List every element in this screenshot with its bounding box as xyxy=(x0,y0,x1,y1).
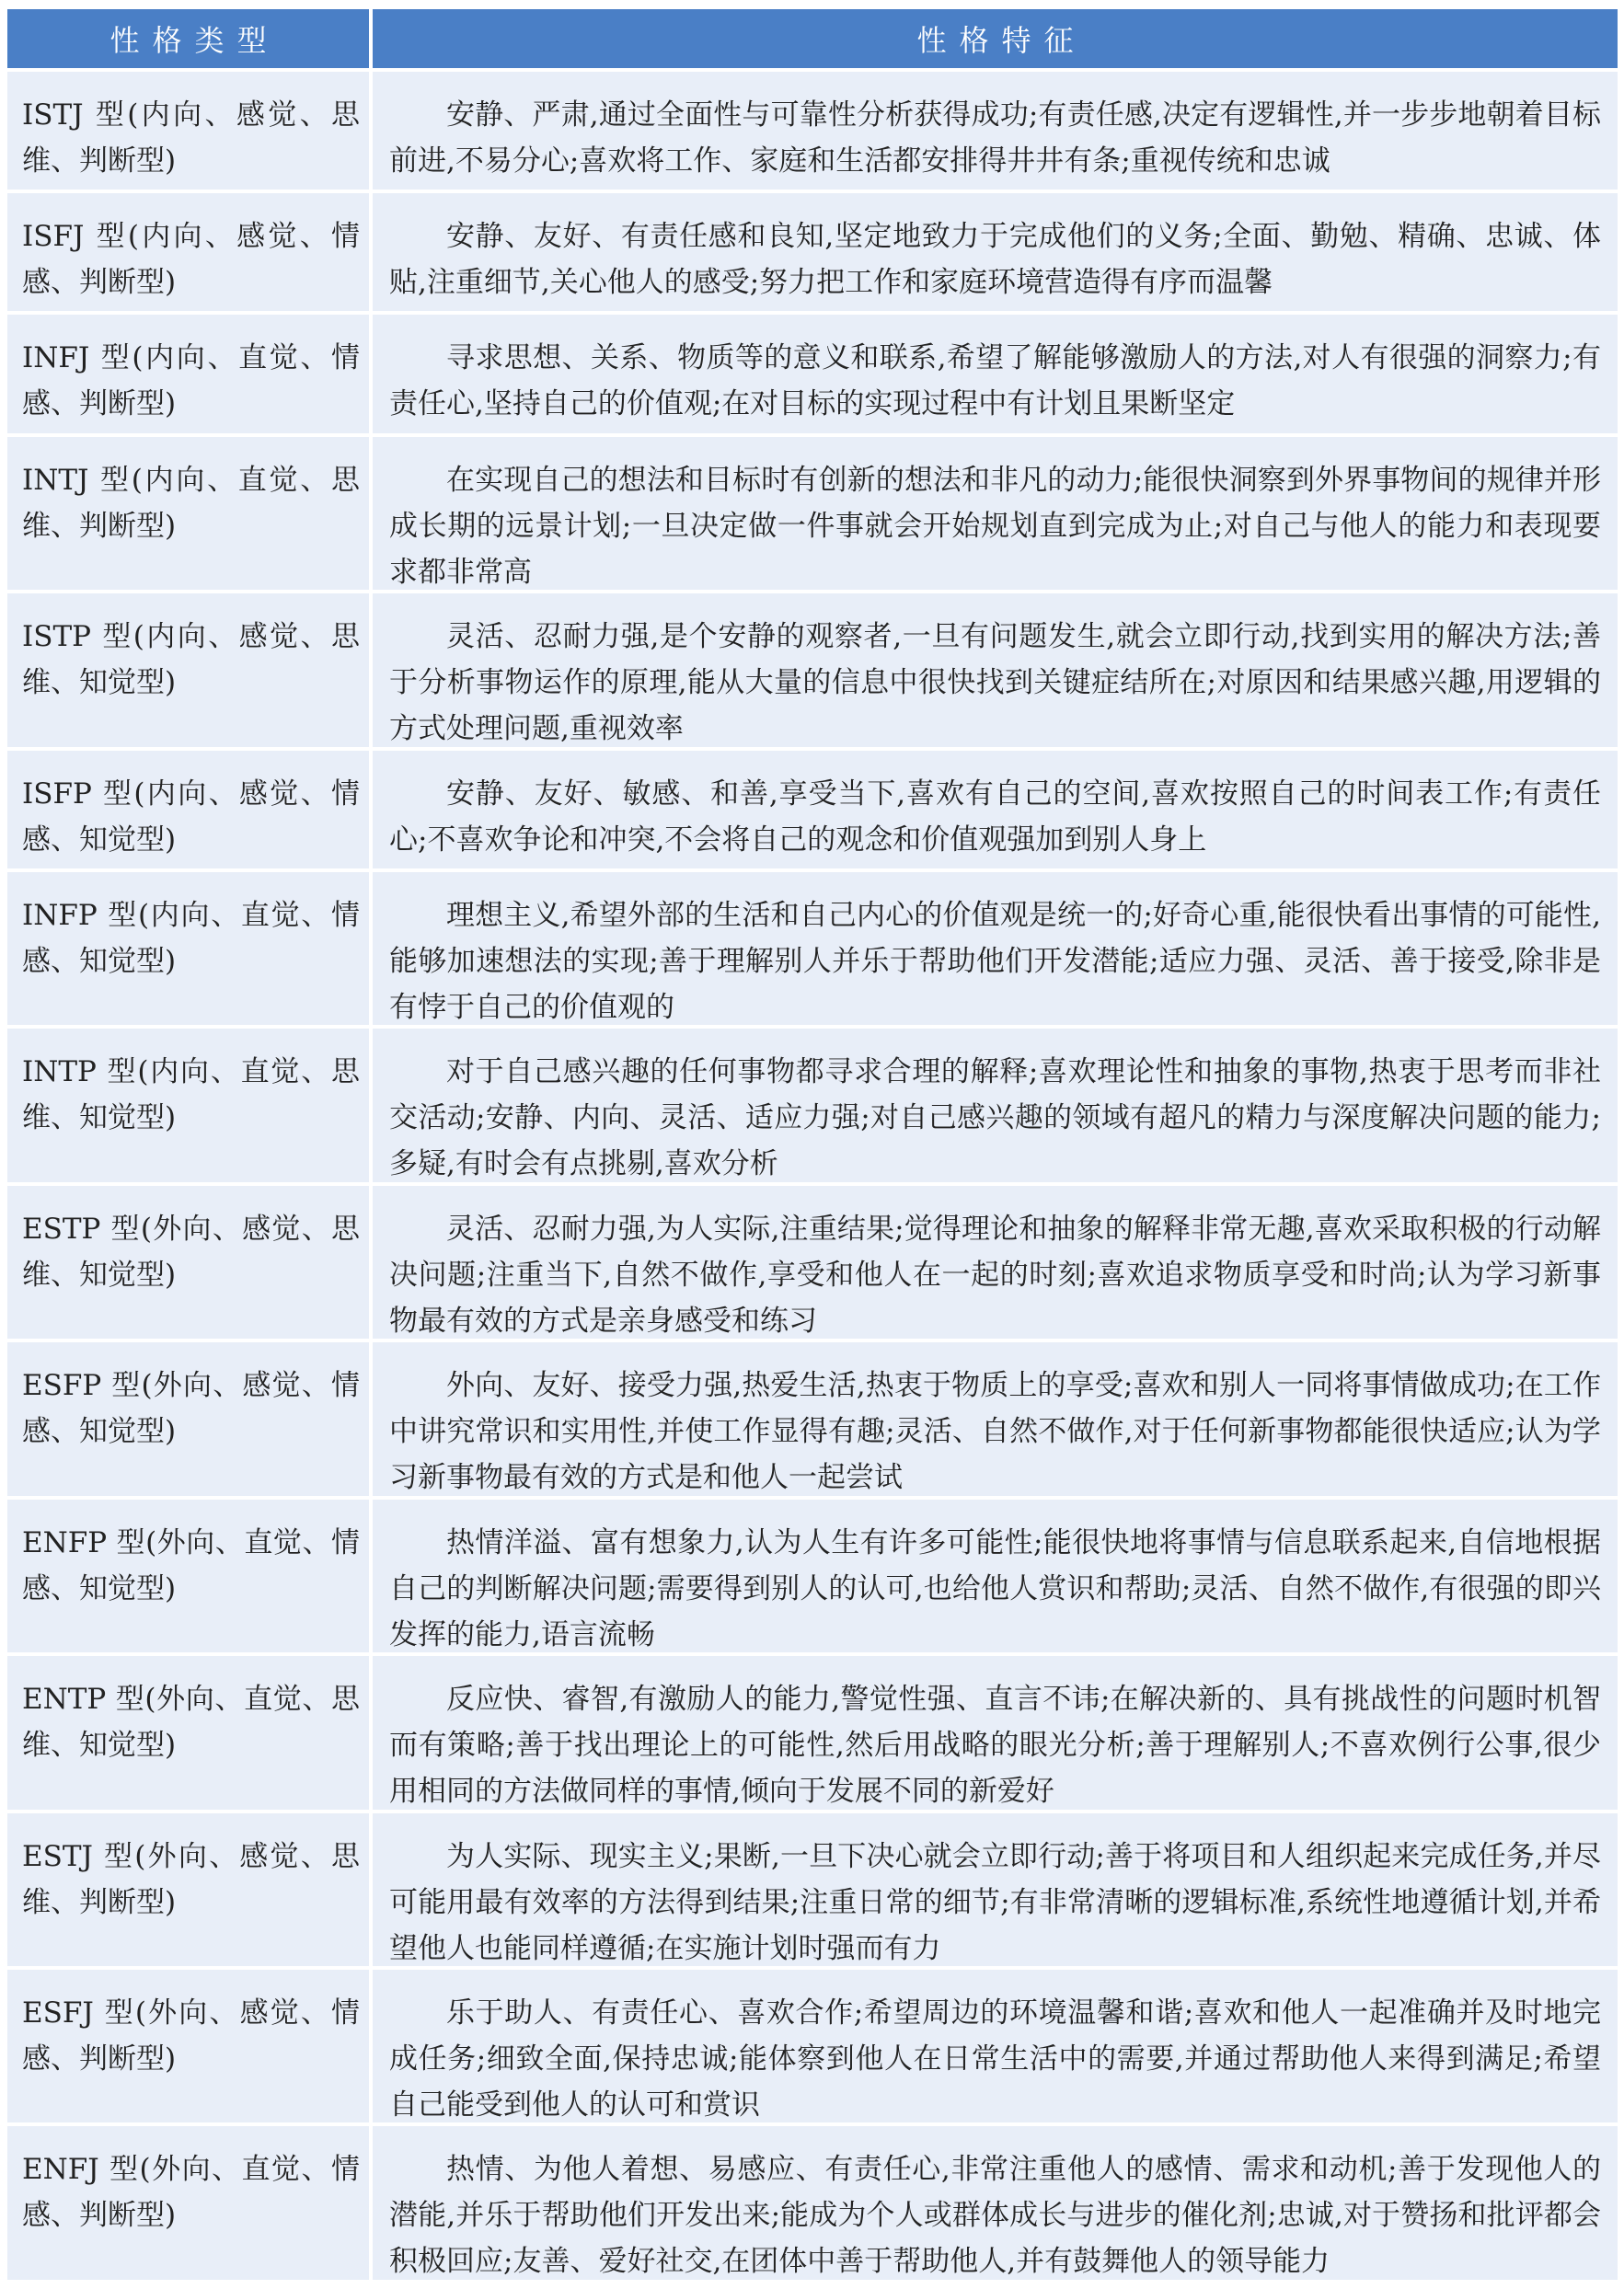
personality-type: ISTP 型(内向、感觉、思维、知觉型) xyxy=(7,593,373,746)
header-type: 性格类型 xyxy=(7,9,373,68)
personality-traits: 寻求思想、关系、物质等的意义和联系,希望了解能够激励人的方法,对人有很强的洞察力;有责任心,坚持自己的价值观;在对目标的实现过程中有计划且果断坚定 xyxy=(373,315,1618,432)
personality-traits: 反应快、睿智,有激励人的能力,警觉性强、直言不讳;在解决新的、具有挑战性的问题时机智而有策略;善于找出理论上的可能性,然后用战略的眼光分析;善于理解别人;不喜欢例行公事,很少用相同的方法做同样的事情,倾向于发展不同的新爱好 xyxy=(373,1656,1618,1809)
header-traits: 性格特征 xyxy=(373,9,1618,68)
personality-type: ENFP 型(外向、直觉、情感、知觉型) xyxy=(7,1500,373,1652)
personality-type: ESFP 型(外向、感觉、情感、知觉型) xyxy=(7,1342,373,1495)
table-row xyxy=(7,68,1618,190)
personality-traits: 理想主义,希望外部的生活和自己内心的价值观是统一的;好奇心重,能很快看出事情的可能性,能够加速想法的实现;善于理解别人并乐于帮助他们开发潜能;适应力强、灵活、善于接受,除非是有悖于自己的价值观的 xyxy=(373,872,1618,1025)
personality-traits: 安静、友好、敏感、和善,享受当下,喜欢有自己的空间,喜欢按照自己的时间表工作;有责任心;不喜欢争论和冲突,不会将自己的观念和价值观强加到别人身上 xyxy=(373,751,1618,868)
personality-traits: 热情洋溢、富有想象力,认为人生有许多可能性;能很快地将事情与信息联系起来,自信地根据自己的判断解决问题;需要得到别人的认可,也给他人赏识和帮助;灵活、自然不做作,有很强的即兴发挥的能力,语言流畅 xyxy=(373,1500,1618,1652)
table-row xyxy=(7,433,1618,590)
table-row xyxy=(7,1966,1618,2122)
table-row xyxy=(7,1652,1618,1809)
personality-traits: 安静、严肃,通过全面性与可靠性分析获得成功;有责任感,决定有逻辑性,并一步步地朝着目标前进,不易分心;喜欢将工作、家庭和生活都安排得井井有条;重视传统和忠诚 xyxy=(373,72,1618,190)
table-row xyxy=(7,1496,1618,1652)
personality-traits: 外向、友好、接受力强,热爱生活,热衷于物质上的享受;喜欢和别人一同将事情做成功;在工作中讲究常识和实用性,并使工作显得有趣;灵活、自然不做作,对于任何新事物都能很快适应;认为学习新事物最有效的方式是和他人一起尝试 xyxy=(373,1342,1618,1495)
table-row xyxy=(7,2122,1618,2279)
personality-type: ESTP 型(外向、感觉、思维、知觉型) xyxy=(7,1186,373,1339)
table-body xyxy=(7,68,1618,2280)
personality-type: INTJ 型(内向、直觉、思维、判断型) xyxy=(7,437,373,590)
table-row xyxy=(7,1182,1618,1339)
personality-traits: 对于自己感兴趣的任何事物都寻求合理的解释;喜欢理论性和抽象的事物,热衷于思考而非社交活动;安静、内向、灵活、适应力强;对自己感兴趣的领域有超凡的精力与深度解决问题的能力;多疑,有时会有点挑剔,喜欢分析 xyxy=(373,1029,1618,1181)
table-row xyxy=(7,1810,1618,1966)
table-row xyxy=(7,1025,1618,1181)
personality-type: INFP 型(内向、直觉、情感、知觉型) xyxy=(7,872,373,1025)
personality-traits: 安静、友好、有责任感和良知,坚定地致力于完成他们的义务;全面、勤勉、精确、忠诚、体贴,注重细节,关心他人的感受;努力把工作和家庭环境营造得有序而温馨 xyxy=(373,193,1618,311)
personality-table xyxy=(7,9,1618,2280)
personality-type: ESTJ 型(外向、感觉、思维、判断型) xyxy=(7,1813,373,1966)
personality-type: ISFJ 型(内向、感觉、情感、判断型) xyxy=(7,193,373,311)
personality-traits: 热情、为他人着想、易感应、有责任心,非常注重他人的感情、需求和动机;善于发现他人的潜能,并乐于帮助他们开发出来;能成为个人或群体成长与进步的催化剂;忠诚,对于赞扬和批评都会积极回应;友善、爱好社交,在团体中善于帮助他人,并有鼓舞他人的领导能力 xyxy=(373,2126,1618,2279)
table-header xyxy=(7,9,1618,68)
personality-type: INTP 型(内向、直觉、思维、知觉型) xyxy=(7,1029,373,1181)
table-row xyxy=(7,590,1618,746)
personality-traits: 乐于助人、有责任心、喜欢合作;希望周边的环境温馨和谐;喜欢和他人一起准确并及时地完成任务;细致全面,保持忠诚;能体察到他人在日常生活中的需要,并通过帮助他人来得到满足;希望自己能受到他人的认可和赏识 xyxy=(373,1970,1618,2122)
personality-type: ISFP 型(内向、感觉、情感、知觉型) xyxy=(7,751,373,868)
personality-type: ENFJ 型(外向、直觉、情感、判断型) xyxy=(7,2126,373,2279)
table-row xyxy=(7,190,1618,311)
personality-type: INFJ 型(内向、直觉、情感、判断型) xyxy=(7,315,373,432)
personality-traits: 灵活、忍耐力强,为人实际,注重结果;觉得理论和抽象的解释非常无趣,喜欢采取积极的行动解决问题;注重当下,自然不做作,享受和他人在一起的时刻;喜欢追求物质享受和时尚;认为学习新事物最有效的方式是亲身感受和练习 xyxy=(373,1186,1618,1339)
table-row xyxy=(7,311,1618,432)
personality-type: ESFJ 型(外向、感觉、情感、判断型) xyxy=(7,1970,373,2122)
personality-traits: 在实现自己的想法和目标时有创新的想法和非凡的动力;能很快洞察到外界事物间的规律并形成长期的远景计划;一旦决定做一件事就会开始规划直到完成为止;对自己与他人的能力和表现要求都非常高 xyxy=(373,437,1618,590)
personality-traits: 为人实际、现实主义;果断,一旦下决心就会立即行动;善于将项目和人组织起来完成任务,并尽可能用最有效率的方法得到结果;注重日常的细节;有非常清晰的逻辑标准,系统性地遵循计划,并希望他人也能同样遵循;在实施计划时强而有力 xyxy=(373,1813,1618,1966)
table-row xyxy=(7,747,1618,868)
personality-type: ISTJ 型(内向、感觉、思维、判断型) xyxy=(7,72,373,190)
personality-traits: 灵活、忍耐力强,是个安静的观察者,一旦有问题发生,就会立即行动,找到实用的解决方法;善于分析事物运作的原理,能从大量的信息中很快找到关键症结所在;对原因和结果感兴趣,用逻辑的方式处理问题,重视效率 xyxy=(373,593,1618,746)
table-row xyxy=(7,1339,1618,1495)
personality-type: ENTP 型(外向、直觉、思维、知觉型) xyxy=(7,1656,373,1809)
table-row xyxy=(7,868,1618,1025)
